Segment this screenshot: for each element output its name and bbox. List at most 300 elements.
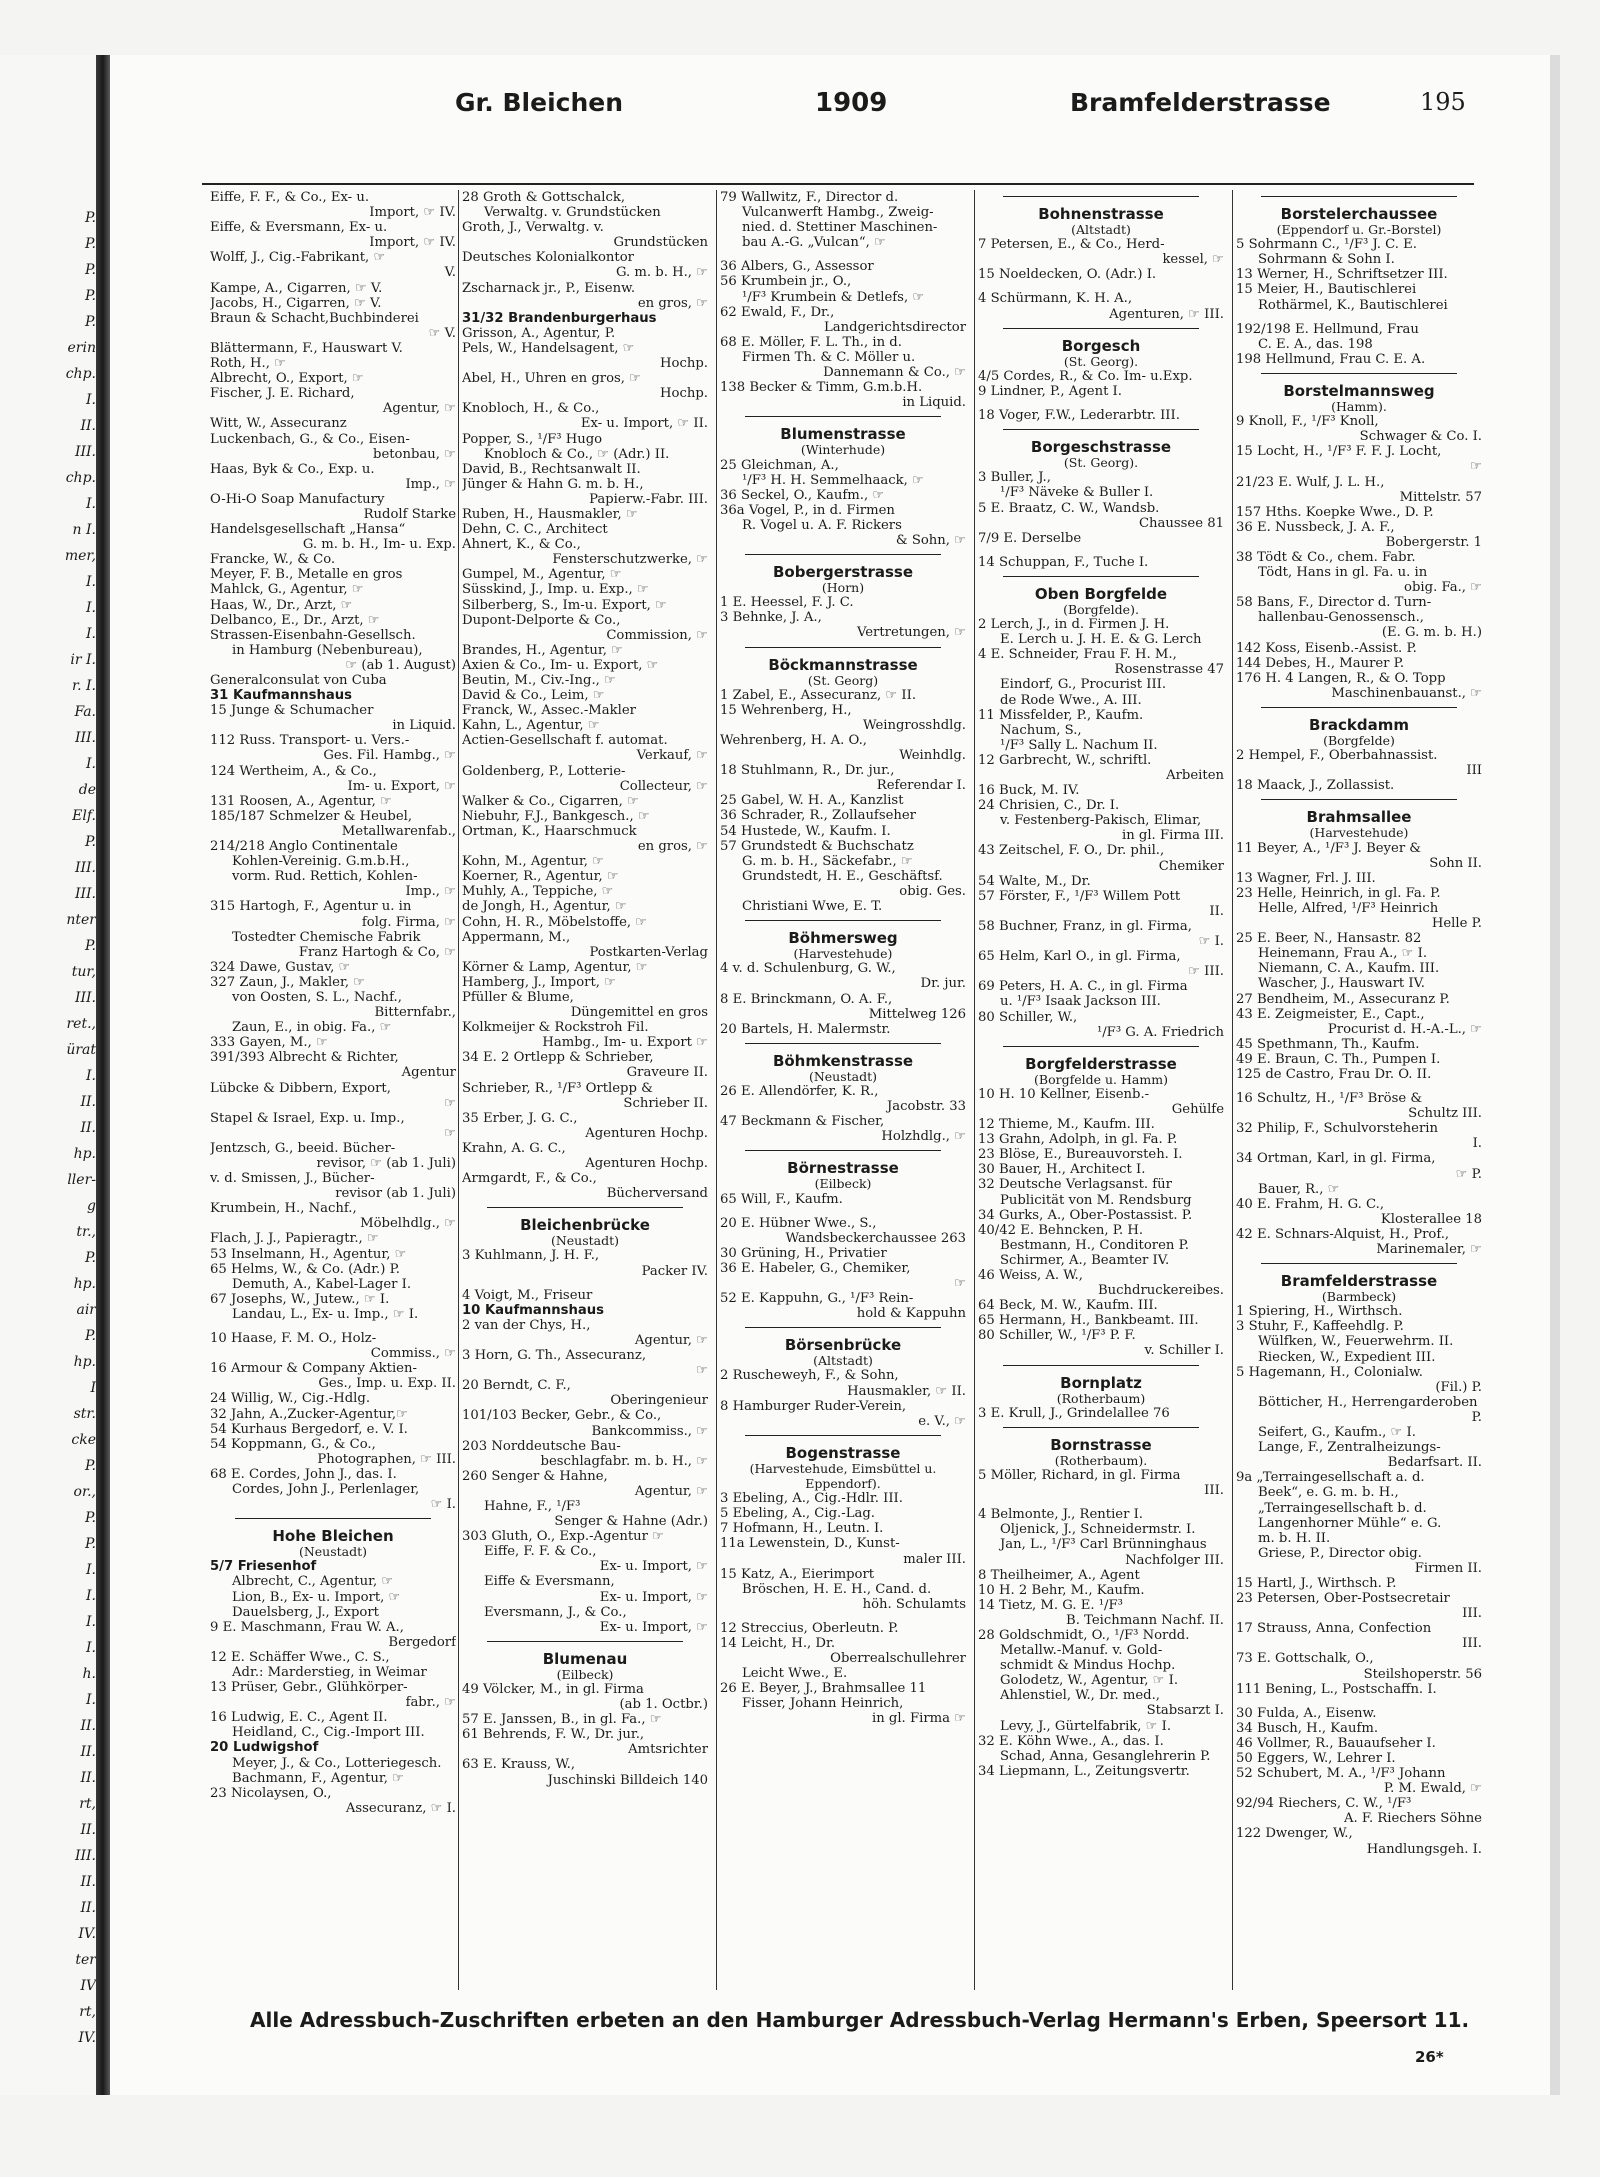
left-margin-fragment: hp. [73,1354,96,1370]
entry-continuation: in gl. Firma ☞ [872,1711,966,1727]
directory-entry: Axien & Co., Im- u. Export, ☞ [462,657,659,673]
left-margin-fragment: II. [80,1900,96,1916]
block-gap [978,399,1224,408]
entry-continuation: Golodetz, W., Agentur, ☞ I. [1000,1673,1179,1689]
street-heading: Bohnenstrasse [1038,205,1164,223]
building-heading: 20 Ludwigshof [210,1740,319,1756]
entry-continuation: ☞ [444,1125,456,1141]
directory-entry: 15 Hartl, J., Wirthsch. P. [1236,1575,1397,1591]
directory-entry: 34 Liepmann, L., Zeitungsvertr. [978,1763,1190,1779]
directory-entry: 144 Debes, H., Maurer P. [1236,655,1405,671]
directory-entry: 2 Hempel, F., Oberbahnassist. [1236,748,1438,764]
directory-entry: 15 Wehrenberg, H., [720,702,852,718]
left-margin-fragment: II. [80,1874,96,1890]
directory-entry: 46 Vollmer, R., Bauaufseher I. [1236,1735,1436,1751]
directory-entry: 14 Tietz, M. G. E. ¹/F³ [978,1597,1123,1613]
left-margin-fragment: II. [80,1120,96,1136]
entry-continuation: Weingrosshdlg. [862,717,966,733]
entry-continuation: Referendar I. [876,778,966,794]
directory-entry: 101/103 Becker, Gebr., & Co., [462,1408,662,1424]
entry-continuation: Schad, Anna, Gesanglehrerin P. [1000,1748,1211,1764]
entry-continuation: G. m. b. H., ☞ [615,265,708,281]
directory-entry: 43 E. Zeigmeister, E., Capt., [1236,1006,1425,1022]
entry-continuation: Klosterallee 18 [1380,1211,1482,1227]
directory-entry: 25 E. Beer, N., Hansastr. 82 [1236,931,1422,947]
entry-continuation: de Rode Wwe., A. III. [1000,692,1142,708]
page-edge [1550,55,1560,2095]
entry-continuation: Chemiker [1158,858,1224,874]
directory-entry: Armgardt, F., & Co., [462,1171,597,1187]
directory-entry: Franck, W., Assec.-Makler [462,703,636,719]
entry-continuation: Grundstedt, H. E., Geschäftsf. [742,868,943,884]
page-number: 195 [1420,88,1466,116]
directory-entry: 67 Josephs, W., Jutew., ☞ I. [210,1291,390,1307]
entry-continuation: u. ¹/F³ Isaak Jackson III. [1000,994,1161,1010]
directory-entry: 61 Behrends, F. W., Dr. jur., [462,1727,645,1743]
directory-entry: David & Co., Leim, ☞ [462,688,605,704]
section-rule [1003,1046,1199,1047]
entry-continuation: vorm. Rud. Rettich, Kohlen- [232,869,418,885]
entry-continuation: Graveure II. [626,1065,708,1081]
directory-entry: Ruben, H., Hausmakler, ☞ [462,506,638,522]
entry-continuation: Import, ☞ IV. [369,205,456,221]
directory-entry: 40/42 E. Behncken, P. H. [978,1222,1144,1238]
header-rule [202,183,1474,185]
directory-entry: 62 Ewald, F., Dr., [720,304,835,320]
entry-continuation: P. [1471,1409,1482,1425]
entry-continuation: Arbeiten [1166,768,1224,783]
district-label: (Horn) [821,580,865,596]
district-label: (Neustadt) [550,1233,620,1249]
directory-entry: 36 E. Habeler, G., Chemiker, [720,1260,911,1276]
directory-entry: 3 Behnke, J. A., [720,610,822,626]
directory-entry: 4 Schürmann, K. H. A., [978,291,1133,307]
directory-entry: 10 H. 10 Kellner, Eisenb.- [978,1086,1150,1102]
entry-continuation: betonbau, ☞ [373,446,456,462]
directory-entry: 65 Will, F., Kaufm. [720,1191,843,1207]
district-label: (Altstadt) [1071,222,1131,238]
entry-continuation: revisor (ab 1. Juli) [335,1186,456,1202]
directory-entry: 16 Schultz, H., ¹/F³ Bröse & [1236,1091,1423,1107]
left-margin-fragment: I. [86,756,96,772]
column-divider [716,190,717,1990]
directory-entry: 18 Voger, F.W., Lederarbtr. III. [978,408,1180,424]
directory-entry: 203 Norddeutsche Bau- [462,1438,621,1454]
directory-entry: 5 E. Braatz, C. W., Wandsb. [978,500,1160,516]
entry-continuation: Agentur, ☞ [382,401,456,417]
directory-entry: Actien-Gesellschaft f. automat. [462,733,668,749]
left-margin-fragment: Fa. [74,704,96,720]
entry-continuation: Schwager & Co. I. [1359,429,1482,445]
directory-entry: 2 van der Chys, H., [462,1317,591,1333]
directory-entry: Hamberg, J., Import, ☞ [462,974,616,990]
directory-entry: Grisson, A., Agentur, P. [462,325,616,341]
district-label: (Harvestehude, Eimsbüttel u. [749,1460,937,1476]
entry-continuation: m. b. H. II. [1258,1530,1331,1546]
book-gutter [96,55,110,2095]
left-margin-fragment: rt, [79,1796,96,1812]
directory-entry: 4/5 Cordes, R., & Co. Im- u.Exp. [978,368,1193,384]
entry-continuation: Firmen II. [1414,1560,1482,1576]
entry-continuation: Wandsbeckerchaussee 263 [785,1230,966,1246]
directory-entry: 131 Roosen, A., Agentur, ☞ [210,793,392,809]
entry-continuation: Lion, B., Ex- u. Import, ☞ [232,1589,401,1605]
column-3 [720,190,966,1990]
entry-continuation: Wülfken, W., Feuerwehrm. II. [1258,1334,1454,1350]
directory-entry: Gumpel, M., Agentur, ☞ [462,567,622,583]
left-margin-fragment: P. [84,834,96,850]
left-margin-fragment: IV. [78,1926,96,1942]
entry-continuation: Fisser, Johann Heinrich, [742,1696,904,1712]
entry-continuation: P. M. Ewald, ☞ [1383,1781,1482,1797]
entry-continuation: Lange, F., Zentralheizungs- [1258,1440,1441,1456]
entry-continuation: Levy, J., Gürtelfabrik, ☞ I. [1000,1718,1172,1734]
entry-continuation: schmidt & Mindus Hochp. [1000,1658,1176,1674]
entry-continuation: Assecuranz, ☞ I. [345,1800,456,1816]
entry-continuation: maler III. [903,1551,966,1567]
directory-entry: 53 Inselmann, H., Agentur, ☞ [210,1246,407,1262]
street-heading: Hohe Bleichen [272,1527,394,1546]
entry-continuation: beschlagfabr. m. b. H., ☞ [540,1453,708,1469]
directory-entry: Francke, W., & Co. [210,552,336,568]
entry-continuation: Hausmakler, ☞ II. [847,1383,966,1399]
entry-continuation: Hambg., Im- u. Export ☞ [542,1035,708,1051]
directory-entry: 10 H. 2 Behr, M., Kaufm. [978,1582,1145,1598]
directory-entry: 315 Hartogh, F., Agentur u. in [210,899,412,915]
directory-entry: Lübcke & Dibbern, Export, [210,1080,391,1096]
entry-continuation: Amtsrichter [628,1742,708,1758]
street-heading: Brahmsallee [1306,808,1412,827]
left-margin-fragment: P. [84,314,96,330]
directory-entry: Jacobs, H., Cigarren, ☞ V. [210,295,382,311]
entry-continuation: & Sohn, ☞ [895,532,966,548]
entry-continuation: G. m. b. H., Säckefabr., ☞ [742,853,913,869]
directory-entry: Kampe, A., Cigarren, ☞ V. [210,280,383,296]
left-margin-fragment: I. [86,626,96,642]
district-label: Eppendorf). [805,1476,881,1492]
block-gap [720,250,966,259]
entry-continuation: Publicität von M. Rendsburg [1000,1192,1192,1208]
directory-entry: 38 Tödt & Co., chem. Fabr. [1236,549,1416,565]
entry-continuation: Hahne, F., ¹/F³ [484,1498,581,1514]
entry-continuation: Bröschen, H. E. H., Cand. d. [742,1581,932,1597]
directory-entry: Handelsgesellschaft „Hansa“ [210,522,406,538]
directory-entry: 54 Walte, M., Dr. [978,873,1091,889]
directory-entry: 26 E. Beyer, J., Brahmsallee 11 [720,1681,927,1697]
directory-entry: 15 Noeldecken, O. (Adr.) I. [978,267,1157,283]
directory-entry: 3 Ebeling, A., Cig.-Hdlr. III. [720,1491,903,1507]
entry-continuation: ¹/F³ G. A. Friedrich [1096,1024,1224,1040]
entry-continuation: Sohrmann & Sohn I. [1258,252,1395,268]
left-margin-fragment: III. [74,730,96,746]
directory-entry: 24 Chrisien, C., Dr. I. [978,798,1120,814]
left-margin-fragment: chp. [65,366,96,382]
entry-continuation: Hochp. [660,356,708,372]
entry-continuation: ☞ [696,1363,708,1379]
entry-continuation: Grundstücken [613,235,708,251]
entry-continuation: Nachfolger III. [1125,1552,1224,1568]
entry-continuation: ☞ [1470,459,1482,475]
entry-continuation: ☞ I. [1198,934,1224,950]
entry-continuation: Agenturen, ☞ III. [1109,306,1224,322]
entry-continuation: v. Schiller I. [1144,1343,1224,1359]
entry-continuation: Verkauf, ☞ [636,748,708,764]
left-margin-fragment: Elf. [72,808,96,824]
directory-entry: 20 E. Hübner Wwe., S., [720,1215,877,1231]
directory-entry: 16 Ludwig, E. C., Agent II. [210,1710,388,1726]
directory-entry: 23 Blöse, E., Bureauvorsteh. I. [978,1147,1183,1163]
left-margin-fragment: tur, [71,964,96,980]
district-label: (Hamm). [1331,399,1387,415]
left-margin-fragment: I. [86,1692,96,1708]
directory-entry: 125 de Castro, Frau Dr. O. II. [1236,1066,1432,1082]
block-gap [720,1207,966,1216]
directory-entry: 73 E. Gottschalk, O., [1236,1651,1374,1667]
entry-continuation: Papierw.-Fabr. III. [589,491,708,507]
district-label: (Eppendorf u. Gr.-Borstel) [1276,222,1442,238]
directory-entry: Popper, S., ¹/F³ Hugo [462,431,603,447]
block-gap [1236,1082,1482,1091]
directory-entry: Mahlck, G., Agentur, ☞ [210,582,364,598]
entry-continuation: Gehülfe [1171,1101,1224,1117]
directory-entry: Beutin, M., Civ.-Ing., ☞ [462,673,616,688]
left-margin-fragment: ürat [66,1042,96,1058]
directory-entry: Generalconsulat von Cuba [210,673,387,688]
directory-entry: Eiffe, & Eversmann, Ex- u. [210,220,388,236]
directory-entry: Kolkmeijer & Rockstroh Fil. [462,1020,649,1036]
entry-continuation: Ex- u. Import, ☞ [599,1559,708,1575]
entry-continuation: Mittelstr. 57 [1399,489,1482,505]
directory-entry: 1 Zabel, E., Assecuranz, ☞ II. [720,687,917,703]
directory-entry: 30 Bauer, H., Architect I. [978,1162,1146,1178]
directory-entry: 12 E. Schäffer Wwe., C. S., [210,1649,390,1665]
directory-entry: 4 Belmonte, J., Rentier I. [978,1507,1144,1523]
entry-continuation: Agentur, ☞ [634,1483,708,1499]
section-rule [745,1150,941,1151]
directory-entry: 34 E. 2 Ortlepp & Schrieber, [462,1050,654,1066]
left-margin-fragment: II. [80,1718,96,1734]
left-margin-fragment: II. [80,1770,96,1786]
directory-entry: 13 Wagner, Frl. J. III. [1236,870,1376,886]
entry-continuation: folg. Firma, ☞ [361,914,456,930]
entry-continuation: hold & Kappuhn [856,1306,966,1322]
directory-entry: Stapel & Israel, Exp. u. Imp., [210,1110,405,1126]
left-margin-fragment: II. [80,1744,96,1760]
directory-entry: 5 Hagemann, H., Colonialw. [1236,1364,1423,1380]
section-rule [487,1207,683,1208]
directory-entry: 157 Hths. Koepke Wwe., D. P. [1236,504,1434,520]
directory-entry: Abel, H., Uhren en gros, ☞ [462,371,641,387]
entry-continuation: Christiani Wwe, E. T. [742,899,883,915]
entry-continuation: ☞ (ab 1. August) [345,657,456,673]
entry-continuation: Imp., ☞ [405,476,456,492]
entry-continuation: Schrieber II. [623,1095,708,1111]
directory-entry: Muhly, A., Teppiche, ☞ [462,884,614,900]
directory-entry: Süsskind, J., Imp. u. Exp., ☞ [462,582,649,598]
entry-continuation: Oljenick, J., Schneidermstr. I. [1000,1522,1196,1538]
entry-continuation: ¹/F³ Sally L. Nachum II. [1000,737,1158,753]
entry-continuation: Procurist d. H.-A.-L., ☞ [1327,1021,1482,1037]
directory-entry: 57 Grundstedt & Buchschatz [720,838,914,854]
entry-continuation: Wascher, J., Hauswart IV. [1258,976,1425,992]
directory-entry: 35 Erber, J. G. C., [462,1110,578,1126]
district-label: (St. Georg) [807,672,879,688]
entry-continuation: Import, ☞ IV. [369,235,456,251]
directory-entry: 16 Buck, M. IV. [978,783,1080,799]
directory-entry: 142 Koss, Eisenb.-Assist. P. [1236,640,1417,656]
directory-entry: 49 Völcker, M., in gl. Firma [462,1682,644,1697]
directory-entry: 8 Theilheimer, A., Agent [978,1567,1140,1583]
entry-continuation: Maschinenbauanst., ☞ [1331,685,1482,701]
directory-entry: 7 Petersen, E., & Co., Herd- [978,237,1165,253]
entry-continuation: Zaun, E., in obig. Fa., ☞ [232,1020,392,1036]
left-margin-fragment: II. [80,1822,96,1838]
section-rule [1003,576,1199,577]
left-margin-fragment: P. [84,1458,96,1474]
entry-continuation: Bergedorf [388,1634,456,1650]
entry-continuation: nied. d. Stettiner Maschinen- [742,220,938,236]
entry-continuation: Griese, P., Director obig. [1258,1545,1422,1561]
column-5 [1236,190,1482,1990]
entry-continuation: Jan, L., ¹/F³ Carl Brünninghaus [1000,1537,1207,1553]
section-rule [1003,1427,1199,1428]
entry-continuation: Collecteur, ☞ [619,778,708,794]
entry-continuation: Ex- u. Import, ☞ [599,1589,708,1605]
entry-continuation: Düngemittel en gros [570,1005,708,1021]
directory-entry: 7/9 E. Derselbe [978,530,1082,546]
directory-entry: Eiffe, F. F., & Co., Ex- u. [210,190,370,205]
left-margin-fragment: I. [86,1562,96,1578]
directory-entry: 45 Spethmann, Th., Kaufm. [1236,1036,1420,1052]
directory-entry: Witt, W., Assecuranz [210,416,347,432]
entry-continuation: I. [1472,1136,1482,1152]
entry-continuation: Postkarten-Verlag [589,944,708,960]
district-label: (St. Georg). [1063,455,1139,471]
entry-continuation: Langenhorner Mühle“ e. G. [1258,1515,1442,1531]
district-label: (Borgfelde u. Hamm) [1034,1071,1168,1087]
directory-entry: 1 E. Heessel, F. J. C. [720,595,854,611]
left-margin-fragment: hp. [73,1146,96,1162]
entry-continuation: Landgerichtsdirector [824,319,966,335]
district-label: (Borgfelde). [1063,601,1139,617]
directory-entry: Pels, W., Handelsagent, ☞ [462,340,635,356]
directory-entry: 69 Peters, H. A. C., in gl. Firma [978,979,1188,995]
directory-entry: 25 Gabel, W. H. A., Kanzlist [720,793,904,809]
entry-continuation: V. [444,265,456,281]
directory-entry: 5 Ebeling, A., Cig.-Lag. [720,1506,875,1522]
column-divider [1232,190,1233,1990]
entry-continuation: Hochp. [660,386,708,402]
entry-continuation: Eiffe, F. F. & Co., [484,1544,597,1560]
directory-entry: 63 E. Krauss, W., [462,1757,576,1773]
directory-entry: Koerner, R., Agentur, ☞ [462,869,619,885]
entry-continuation: Juschinski Billdeich 140 [547,1772,708,1788]
district-label: (Rotherbaum). [1054,1452,1148,1468]
directory-entry: 4 v. d. Schulenburg, G. W., [720,961,896,977]
entry-continuation: ¹/F³ Näveke & Buller I. [1000,485,1154,501]
left-margin-fragment: I. [86,574,96,590]
street-heading: Bornplatz [1060,1373,1142,1392]
district-label: (Altstadt) [813,1353,873,1369]
street-heading: Bleichenbrücke [520,1216,650,1235]
entry-continuation: ☞ V. [428,325,456,341]
entry-continuation: bau A.-G. „Vulcan“, ☞ [742,235,886,251]
entry-continuation: Vulcanwerft Hambg., Zweig- [742,205,934,221]
left-margin-fragment: ller- [67,1172,96,1188]
entry-continuation: in Liquid. [902,395,966,411]
directory-entry: 4 E. Schneider, Frau F. H. M., [978,647,1177,663]
district-label: (Barmbeck) [1321,1289,1397,1305]
street-heading: Oben Borgfelde [1034,584,1168,603]
directory-entry: 10 Haase, F. M. O., Holz- [210,1331,377,1347]
entry-continuation: Tostedter Chemische Fabrik [232,929,421,945]
directory-entry: 176 H. 4 Langen, R., & O. Topp [1236,670,1446,686]
entry-continuation: E. Lerch u. J. H. E. & G. Lerch [1000,632,1202,648]
entry-continuation: G. m. b. H., Im- u. Exp. [302,537,456,553]
entry-continuation: Vertretungen, ☞ [856,625,966,641]
street-heading: Böckmannstrasse [768,655,918,674]
directory-entry: Niebuhr, F.J., Bankgesch., ☞ [462,808,650,824]
left-margin-fragment: IV [80,1978,96,1994]
directory-entry: O-Hi-O Soap Manufactury [210,491,385,507]
directory-entry: Haas, Byk & Co., Exp. u. [210,461,375,477]
directory-entry: 26 E. Allendörfer, K. R., [720,1083,879,1099]
entry-continuation: B. Teichmann Nachf. II. [1066,1612,1224,1628]
directory-entry: 36 Seckel, O., Kaufm., ☞ [720,487,885,503]
left-margin-fragment: chp. [65,470,96,486]
directory-entry: 34 Busch, H., Kaufm. [1236,1720,1379,1736]
entry-continuation: Kohlen-Vereinig. G.m.b.H., [232,854,410,870]
directory-entry: 12 Garbrecht, W., schriftl. [978,752,1152,768]
directory-entry: 9a „Terraingesellschaft a. d. [1236,1470,1425,1486]
directory-entry: 2 Ruscheweyh, F., & Sohn, [720,1368,899,1384]
district-label: (Borgfelde) [1323,733,1395,748]
entry-continuation: in Hamburg (Nebenbureau), [232,642,423,658]
directory-entry: Krahn, A. G. C., [462,1140,566,1156]
entry-continuation: von Oosten, S. L., Nachf., [232,989,402,1005]
entry-continuation: Rudolf Starke [363,506,456,522]
directory-entry: 8 E. Brinckmann, O. A. F., [720,991,893,1007]
entry-continuation: Mittelweg 126 [868,1006,966,1022]
entry-continuation: Riecken, W., Expedient III. [1258,1349,1436,1365]
directory-entry: 64 Beck, M. W., Kaufm. III. [978,1298,1158,1314]
entry-continuation: in gl. Firma III. [1122,828,1224,844]
publisher-footer: Alle Adressbuch-Zuschriften erbeten an den Hamburger Adressbuch-Verlag Hermann's Erben, Speersort 11. [250,2008,1470,2032]
directory-entry: 391/393 Albrecht & Richter, [210,1050,399,1066]
entry-continuation: Landau, L., Ex- u. Imp., ☞ I. [232,1306,419,1322]
directory-entry: 23 Nicolaysen, O., [210,1785,332,1801]
directory-entry: 112 Russ. Transport- u. Vers.- [210,733,410,749]
entry-continuation: Bachmann, F., Agentur, ☞ [232,1770,404,1786]
directory-entry: Schrieber, R., ¹/F³ Ortlepp & [462,1080,653,1096]
entry-continuation: Commission, ☞ [606,627,708,643]
directory-entry: 65 Helms, W., & Co. (Adr.) P. [210,1261,400,1277]
street-heading: Bramfelderstrasse [1280,1272,1438,1291]
entry-continuation: obig. Ges. [899,883,966,899]
entry-continuation: Metallwarenfab., [341,823,456,839]
entry-continuation: Agentur, ☞ [634,1332,708,1348]
left-margin-fragment: air [76,1302,96,1318]
entry-continuation: Commiss., ☞ [370,1346,456,1362]
directory-entry: 324 Dawe, Gustav, ☞ [210,959,351,975]
block-gap [978,1498,1224,1507]
directory-entry: 3 E. Krull, J., Grindelallee 76 [978,1405,1170,1421]
section-rule [745,920,941,921]
left-margin-fragment: III. [74,886,96,902]
directory-entry: Jentzsch, G., beeid. Bücher- [210,1140,396,1156]
entry-continuation: Heidland, C., Cig.-Import III. [232,1725,425,1741]
directory-entry: Pfüller & Blume, [462,989,574,1005]
